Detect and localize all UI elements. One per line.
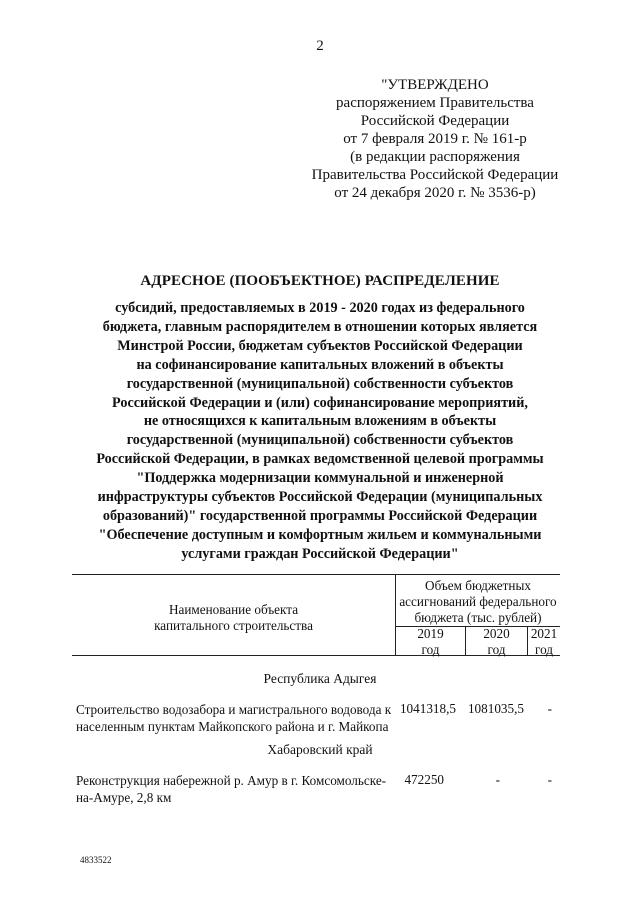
document-subtitle <box>70 299 570 564</box>
subtitle-line: бюджета, главным распорядителем в отношении которых является <box>102 318 538 335</box>
subtitle-line: государственной (муниципальной) собственности субъектов <box>126 432 514 449</box>
subtitle-line: Минстрой России, бюджетам субъектов Российской Федерации <box>117 337 523 354</box>
document-code: 4833522 <box>80 855 112 865</box>
subtitle-line: услугами граждан Российской Федерации" <box>181 545 459 562</box>
header-year-2021: 2021 год <box>530 626 558 657</box>
approval-line: от 24 декабря 2020 г. № 3536-р) <box>334 185 536 201</box>
subtitle-line: субсидий, предоставляемых в 2019 - 2020 годах из федерального <box>115 300 525 316</box>
header-budget: Объем бюджетных ассигнований федерального бюджета (тыс. рублей) <box>399 578 557 625</box>
approval-line: Российской Федерации <box>360 113 510 129</box>
value-2019: 472250 <box>404 772 444 787</box>
subtitle-line: не относящихся к капитальным вложениям в объекты <box>143 413 497 430</box>
budget-table-header <box>72 574 560 656</box>
page-number: 2 <box>316 38 324 54</box>
value-2019: 1041318,5 <box>399 701 456 716</box>
table-top-border <box>72 574 560 575</box>
object-name: Реконструкция набережной р. Амур в г. Комсомольске- на-Амуре, 2,8 км <box>76 773 387 805</box>
value-2021: - <box>547 772 552 787</box>
region-name: Хабаровский край <box>267 742 373 757</box>
header-year-2019: 2019 год <box>417 626 444 657</box>
value-2021: - <box>547 701 552 716</box>
approval-line: от 7 февраля 2019 г. № 161-р <box>343 131 527 147</box>
subtitle-line: инфраструктуры субъектов Российской Федерации (муниципальных <box>97 489 543 506</box>
header-object-name: Наименование объекта капитального строительства <box>154 602 313 633</box>
region-name: Республика Адыгея <box>263 671 377 686</box>
subtitle-line: Российской Федерации, в рамках ведомственной целевой программы <box>96 451 544 468</box>
value-2020: 1081035,5 <box>467 701 524 716</box>
subtitle-line: государственной (муниципальной) собственности субъектов <box>126 375 514 392</box>
header-year-2020: 2020 год <box>483 626 510 657</box>
document-title: АДРЕСНОЕ (ПООБЪЕКТНОЕ) РАСПРЕДЕЛЕНИЕ <box>140 273 500 289</box>
subtitle-line: образований)" государственной программы Российской Федерации <box>102 507 538 524</box>
approval-line: "УТВЕРЖДЕНО <box>381 77 489 93</box>
subtitle-line: Российской Федерации и (или) софинансирование мероприятий, <box>112 394 528 411</box>
approval-line: (в редакции распоряжения <box>350 149 520 165</box>
object-name: Строительство водозабора и магистрального водовода к населенным пунктам Майкопского района и г. Майкопа <box>76 702 392 734</box>
subtitle-line: на софинансирование капитальных вложений в объекты <box>136 356 504 373</box>
approval-line: распоряжением Правительства <box>336 95 534 111</box>
subtitle-line: "Поддержка модернизации коммунальной и инженерной <box>136 470 504 487</box>
subtitle-line: "Обеспечение доступным и комфортным жильем и коммунальными <box>98 526 542 543</box>
approval-line: Правительства Российской Федерации <box>311 167 559 183</box>
value-2020: - <box>495 772 500 787</box>
approval-stamp <box>300 76 570 202</box>
